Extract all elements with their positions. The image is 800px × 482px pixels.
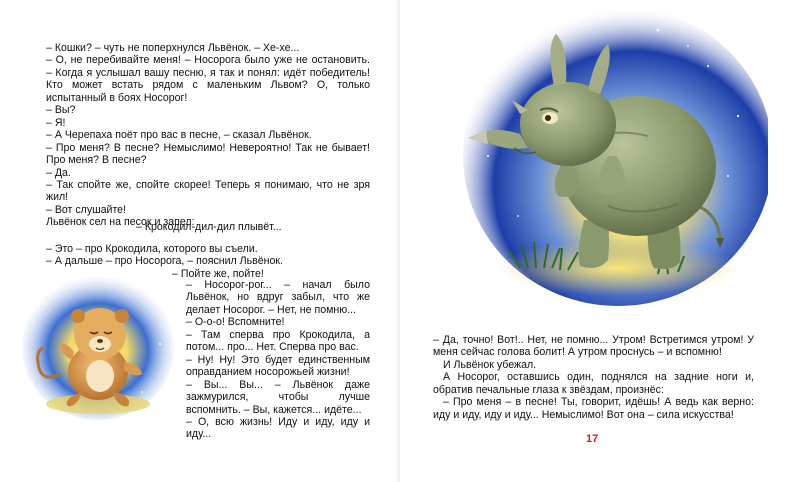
- rhino-eye: [545, 115, 551, 121]
- paragraph: – Вы... Вы... – Львёнок даже зажмурился, чтобы лучше вспомнить. – Вы, кажется... идёте...: [186, 378, 370, 416]
- paragraph: – Да.: [46, 166, 71, 179]
- paragraph: Львёнок сел на песок и запел:: [46, 216, 195, 229]
- paragraph: – А дальше – про Носорога, – пояснил Львёнок.: [46, 255, 283, 268]
- rhino-head: [520, 82, 616, 166]
- paragraph: А Носорог, оставшись один, поднялся на задние ноги и, обратив печальные глаза к звёздам, произнёс:: [433, 371, 754, 396]
- right-dialogue: [433, 334, 754, 421]
- paragraph: – Да, точно! Вот!.. Нет, не помню... Утром! Встретимся утром! У меня сейчас голова болит! А утром проснусь – и вспомню!: [433, 334, 754, 359]
- paragraph: – О, всю жизнь! Иду и иду, иду и иду...: [186, 415, 370, 441]
- paragraph: И Львёнок убежал.: [443, 358, 537, 371]
- paragraph: – Там сперва про Крокодила, а потом... про... Нет. Сперва про вас.: [186, 328, 370, 354]
- lion-cub-illustration: [20, 274, 175, 426]
- paragraph: – Так спойте же, спойте скорее! Теперь я понимаю, что не зря жил!: [46, 178, 370, 204]
- rhinoceros-illustration: [458, 6, 768, 311]
- paragraph: – Про меня – в песне! Ты, говорит, идёшь! А ведь как верно: иду и иду, иду и иду... Немыслимо! Вот она – сила искусства!: [433, 396, 754, 421]
- paragraph: – Я!: [46, 116, 66, 129]
- paragraph: – О, не перебивайте меня! – Носорога было уже не остановить. – Когда я услышал вашу песню, я так и понял: идёт победитель! Кто может встать рядом с маленьким Львом? О, только испытанный в боях Носорог!: [46, 54, 370, 104]
- paragraph: – Это – про Крокодила, которого вы съели.: [46, 243, 258, 255]
- paragraph: – Носорог-рог... – начал было Львёнок, но вдруг забыл, что же делает Носорог. – Нет, не помню...: [186, 279, 370, 316]
- upper-dialogue: [46, 42, 370, 229]
- paragraph: – Вот слушайте!: [46, 203, 127, 216]
- paragraph: – А Черепаха поёт про вас в песне, – сказал Львёнок.: [46, 129, 312, 142]
- page-number: 17: [586, 433, 599, 445]
- paragraph: – Ну! Ну! Это будет единственным оправданием носорожьей жизни!: [186, 353, 370, 379]
- narrow-dialogue: [186, 279, 370, 441]
- paragraph: – Пойте же, пойте!: [172, 267, 264, 280]
- song-verse: [46, 221, 370, 233]
- song-line: – Крокодил-дил-дил плывёт...: [136, 221, 282, 233]
- paragraph: – Кошки? – чуть не поперхнулся Львёнок. – Хе-хе...: [46, 42, 300, 54]
- paragraph: – Про меня? В песне? Немыслимо! Невероятно! Так не бывает! Про меня? В песне?: [46, 141, 370, 167]
- paragraph: – О-о-о! Вспомните!: [186, 316, 285, 329]
- paragraph: – Вы?: [46, 104, 76, 117]
